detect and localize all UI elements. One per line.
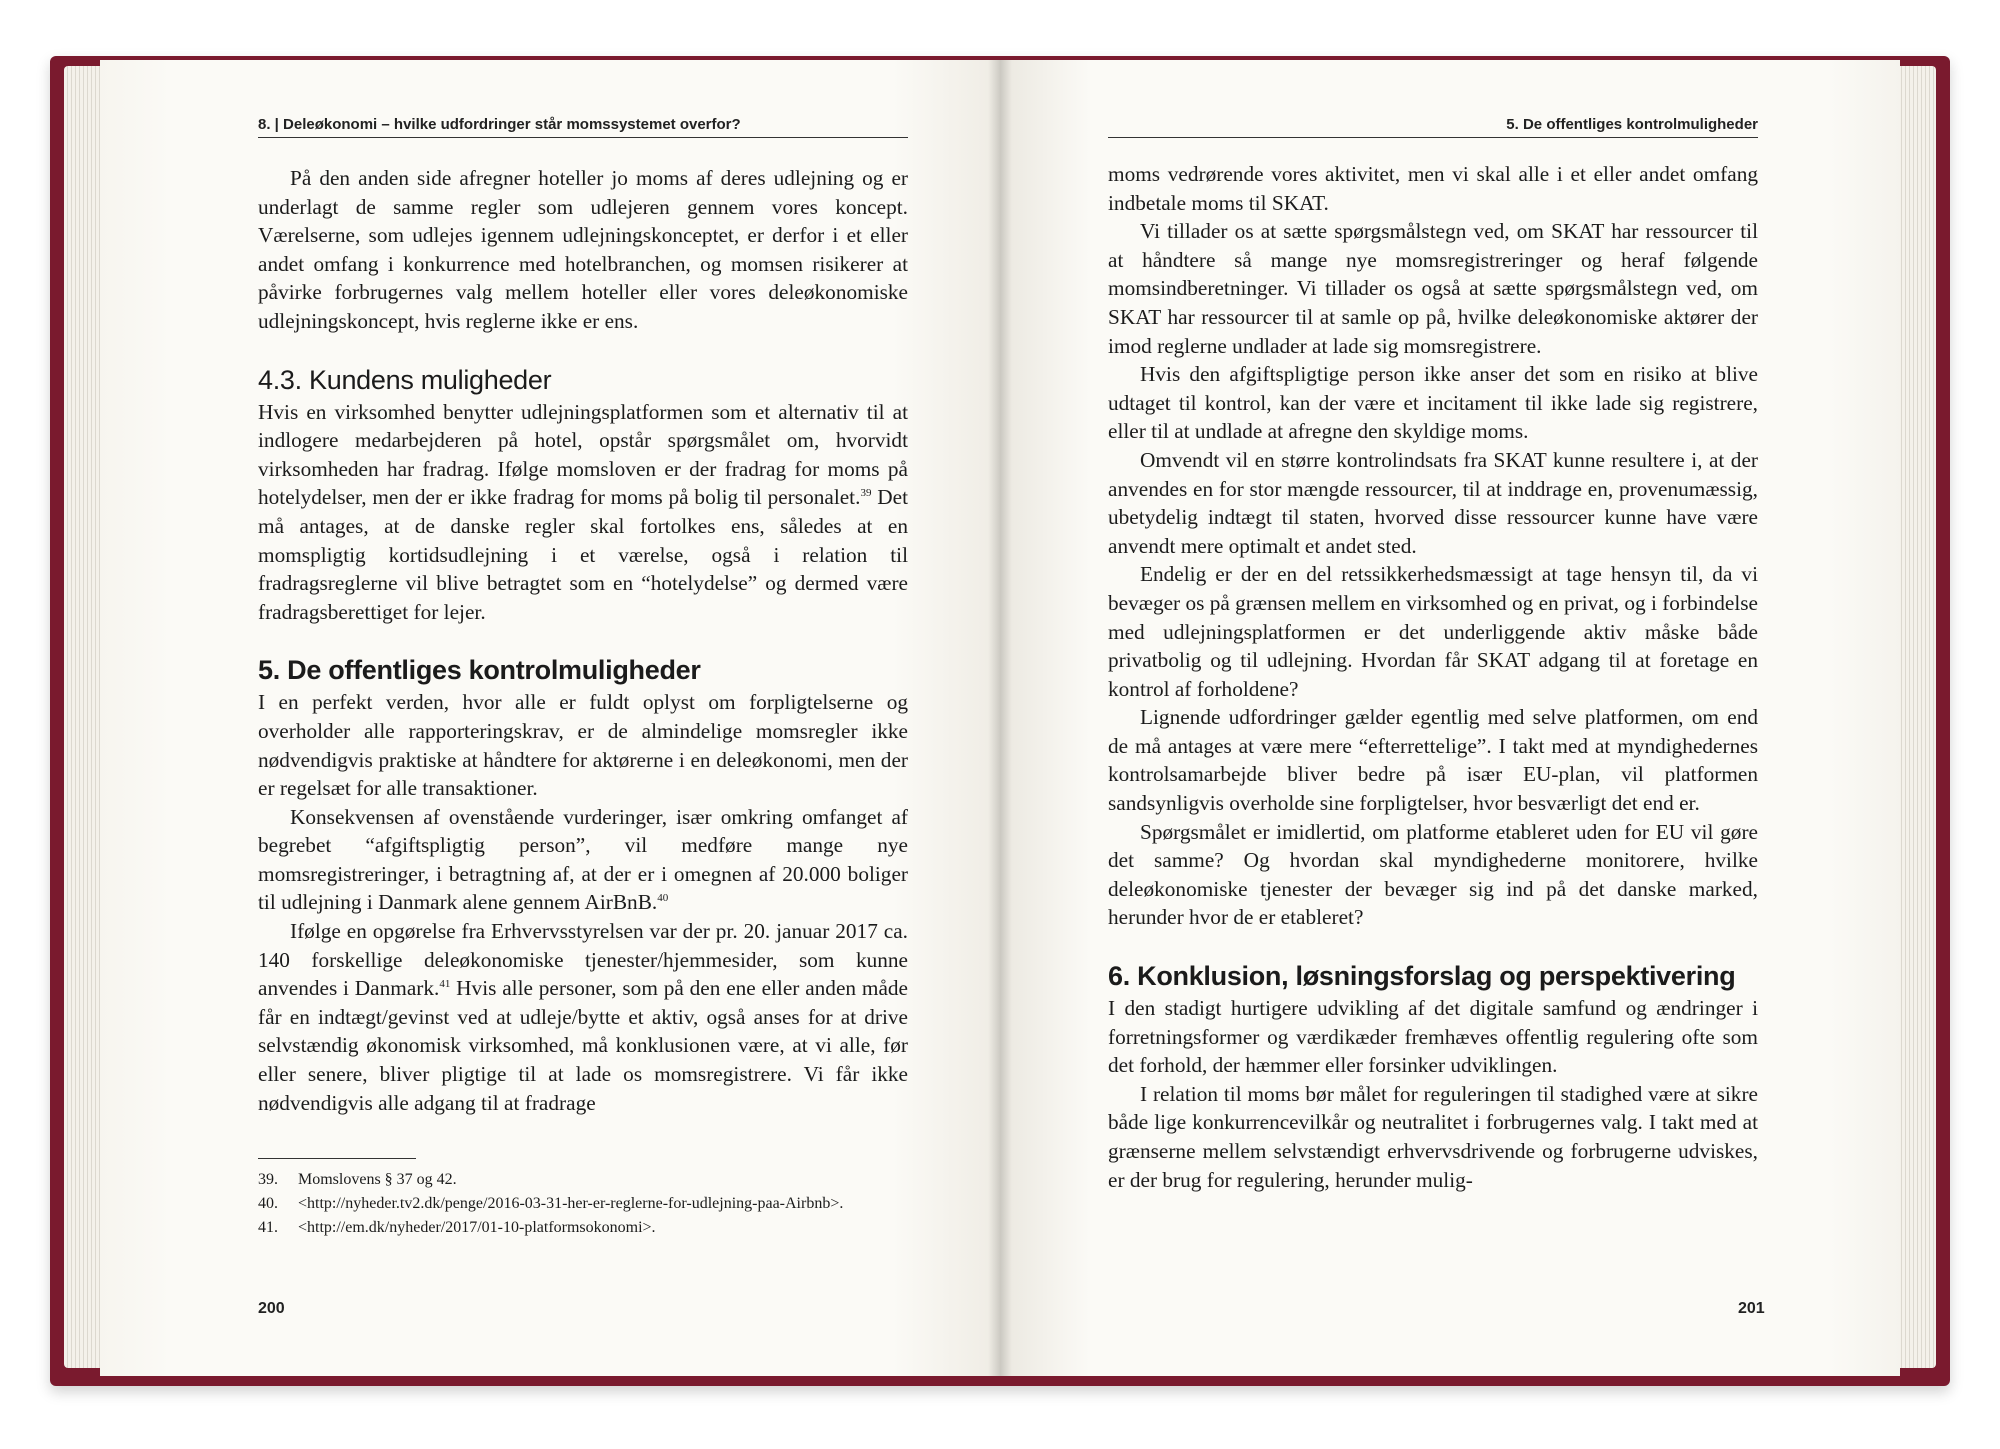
intro-paragraph: På den anden side afregner hoteller jo moms af deres udlejning og er underlagt de samme regler som udlejeren gennem vores koncept. Værelserne, som udlejes igennem udlejningskonceptet, er derfor i et eller andet omfang i konkurrence med hotelbranchen, og momsen risikerer at påvirke forbrugernes valg mellem hoteller eller vores deleøkonomiske udlejningskoncept, hvis reglerne ikke er ens. [258,166,908,333]
footnote-39 [258,1170,918,1190]
footnote-rule [258,1158,416,1159]
footnote-number: 40. [258,1195,278,1212]
left-text-block [258,164,908,1117]
footnote-ref-41: 41 [439,978,451,991]
section-heading-4-3: 4.3. Kundens muligheder [258,364,552,395]
right-paragraph-6: Lignende udfordringer gælder egentlig med selve platformen, om end de må antages at være mere “efterrettelige”. I takt med at myndighedernes kontrolsamarbejde bliver bedre på især EU-plan, vil platformen sandsynligvis overholde sine forpligtelser, hvor besværligt det end er. [1108,705,1758,816]
s5p2-text: Konsekvensen af ovenstående vurderinger, især omkring omfanget af begrebet “afgiftspligtig person”, vil medføre mange nye momsregistreringer, i betragtning af, at der er i omegnen af 20.000 boliger til udlejning i Danmark alene gennem AirBnB. [258,804,908,915]
footnotes [258,1170,918,1242]
right-paragraph-1: moms vedrørende vores aktivitet, men vi skal alle i et eller andet omfang indbetale moms til SKAT. [1108,162,1758,215]
s43-text-after: Det må antages, at de danske regler skal fortolkes ens, således at en momspligtig kortidsudlejning i et værelse, også i relation til fradragsreglerne vil blive betragtet som en “hotelydelse” og dermed være fradragsberettiget for lejer. [258,485,909,624]
right-page [1000,60,1900,1376]
section-5-paragraph-2 [258,803,908,917]
right-paragraph-7: Spørgsmålet er imidlertid, om platforme etableret uden for EU vil gøre det samme? Og hvordan skal myndighederne monitorere, hvilke deleøkonomiske tjenester der bevæger sig ind på det danske marked, herunder hvor de er etableret? [1108,819,1758,930]
section-5-paragraph-3 [258,917,908,1117]
s5p3-text-after: Hvis alle personer, som på den ene eller anden måde får en indtægt/gevinst ved at udleje/bytte et aktiv, også anses for at drive selvstændig økonomisk virksomhed, må konklusionen være, at vi alle, før eller senere, bliver pligtige til at lade os momsregistrere. Vi får ikke nødvendigvis alle adgang til at fradrage [258,976,908,1115]
left-page [100,60,1000,1376]
page-number-left: 200 [258,1300,285,1317]
s5p3-text-before: Ifølge en opgørelse fra Erhvervsstyrelsen var der pr. 20. januar 2017 ca. 140 forskellige deleøkonomiske tjenester/hjemmesider, som kunne anvendes i Danmark. [258,919,908,1001]
right-paragraph-5: Endelig er der en del retssikkerhedsmæssigt at tage hensyn til, da vi bevæger os på grænsen mellem en virksomhed og en privat, og i forbindelse med udlejningsplatformen er det underliggende aktiv måske både privatbolig og til udlejning. Hvordan får SKAT adgang til at foretage en kontrol af forholdene? [1108,562,1759,701]
footnote-number: 39. [258,1171,278,1188]
section-4-3-paragraph [258,398,908,627]
footnote-41 [258,1218,918,1238]
right-text-block [1108,160,1758,1194]
section-heading-5: 5. De offentliges kontrolmuligheder [258,655,701,686]
footnote-number: 41. [258,1219,278,1236]
running-head-right: 5. De offentliges kontrolmuligheder [1108,116,1758,138]
book-gutter [988,60,1012,1376]
right-paragraph-2: Vi tillader os at sætte spørgsmålstegn ved, om SKAT har ressourcer til at håndtere så mange nye momsregistreringer og heraf følgende momsindberetninger. Vi tillader os også at sætte spørgsmålstegn ved, om SKAT har ressourcer til at samle op på, hvilke deleøkonomiske aktører der imod reglerne undlader at lade sig momsregistrere. [1108,219,1758,358]
section-6-paragraph-2: I relation til moms bør målet for reguleringen til stadighed være at sikre både lige konkurrencevilkår og neutralitet i forbrugernes valg. I takt med at grænserne mellem selvstændigt erhvervsdrivende og forbrugerne udviskes, er der brug for regulering, herunder mulig- [1108,1081,1758,1192]
footnote-40 [258,1194,918,1214]
section-5-paragraph-1: I en perfekt verden, hvor alle er fuldt oplyst om forpligtelserne og overholder alle rapporteringskrav, er de almindelige momsregler ikke nødvendigvis praktiske at håndtere for aktørerne i en deleøkonomi, men der er regelsæt for alle transaktioner. [258,690,908,801]
footnote-text: <http://em.dk/nyheder/2017/01-10-platformsokonomi>. [298,1219,656,1236]
page-number-right: 201 [1738,1300,1765,1317]
section-heading-6: 6. Konklusion, løsningsforslag og perspektivering [1108,961,1736,992]
footnote-text: Momslovens § 37 og 42. [298,1171,457,1188]
footnote-text: <http://nyheder.tv2.dk/penge/2016-03-31-her-er-reglerne-for-udlejning-paa-Airbnb>. [298,1195,844,1212]
footnote-ref-39: 39 [860,487,872,500]
right-paragraph-3: Hvis den afgiftspligtige person ikke anser det som en risiko at blive udtaget til kontrol, kan der være et incitament til ikke lade sig registrere, eller til at undlade at afregne den skyldige moms. [1108,362,1758,444]
running-head-left: 8. | Deleøkonomi – hvilke udfordringer står momssystemet overfor? [258,116,908,138]
right-paragraph-4: Omvendt vil en større kontrolindsats fra SKAT kunne resultere i, at der anvendes en for stor mængde ressourcer, til at inddrage en, provenumæssig, ubetydelig indtægt til staten, hvorved disse ressourcer kunne have være anvendt mere optimalt et andet sted. [1108,447,1758,558]
footnote-ref-40: 40 [657,892,669,905]
s43-text-before: Hvis en virksomhed benytter udlejningsplatformen som et alternativ til at indlogere medarbejderen på hotel, opstår spørgsmålet om, hvorvidt virksomheden har fradrag. Ifølge momsloven er der fradrag for moms på hotelydelser, men der er ikke fradrag for moms på bolig til personalet. [258,399,908,510]
section-6-paragraph-1: I den stadigt hurtigere udvikling af det digitale samfund og ændringer i forretningsformer og værdikæder fremhæves offentlig regulering ofte som det forhold, der hæmmer eller forsinker udviklingen. [1108,996,1758,1078]
